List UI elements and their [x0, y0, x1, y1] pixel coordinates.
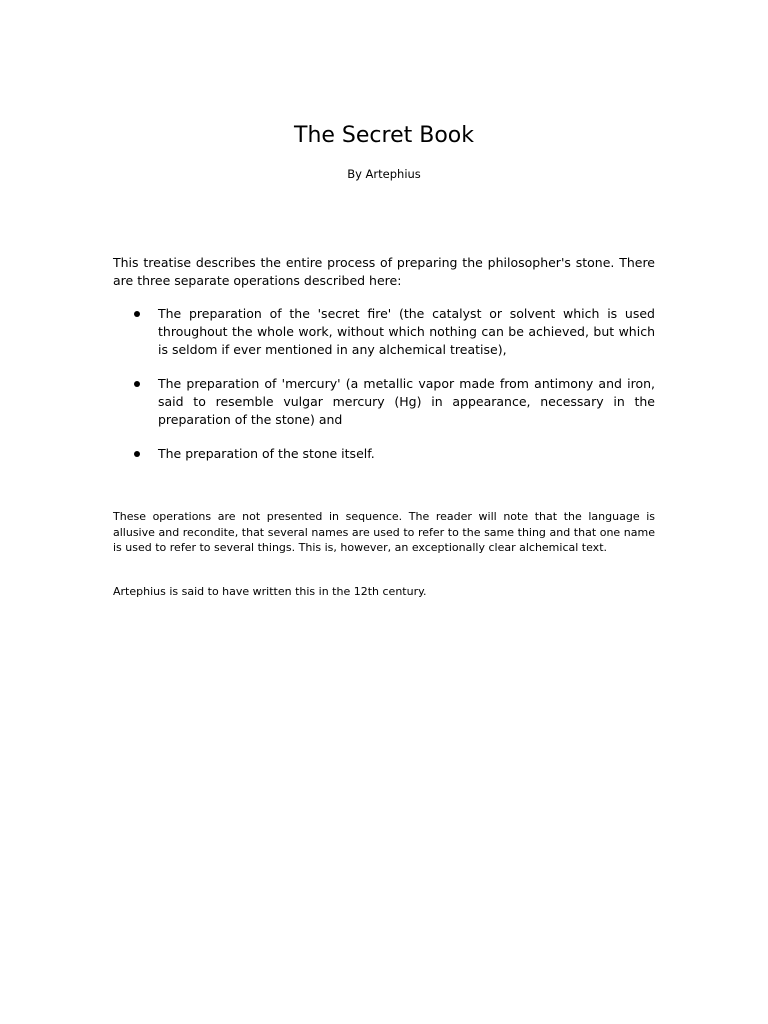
document-author: By Artephius — [347, 167, 421, 181]
list-item — [113, 375, 655, 429]
intro-paragraph: This treatise describes the entire process of preparing the philosopher's stone. There are three separate operations described here: — [113, 255, 655, 288]
list-item-text: The preparation of 'mercury' (a metallic vapor made from antimony and iron, said to resemble vulgar mercury (Hg) in appearance, necessary in the preparation of the stone) and — [158, 376, 655, 427]
origin-paragraph: Artephius is said to have written this in the 12th century. — [113, 585, 427, 598]
list-item — [113, 305, 655, 359]
bullet-icon — [134, 311, 140, 317]
list-item-text: The preparation of the 'secret fire' (the catalyst or solvent which is used throughout the whole work, without which nothing can be achieved, but which is seldom if ever mentioned in any alchemical treatise), — [158, 306, 655, 357]
operations-list — [113, 305, 655, 479]
bullet-icon — [134, 381, 140, 387]
sequence-note-paragraph: These operations are not presented in sequence. The reader will note that the language is allusive and recondite, that several names are used to refer to the same thing and that one name is used to refer to several things. This is, however, an exceptionally clear alchemical text. — [113, 510, 655, 554]
list-item-text: The preparation of the stone itself. — [158, 446, 375, 461]
bullet-icon — [134, 451, 140, 457]
list-item — [113, 445, 655, 463]
document-title: The Secret Book — [294, 123, 474, 148]
